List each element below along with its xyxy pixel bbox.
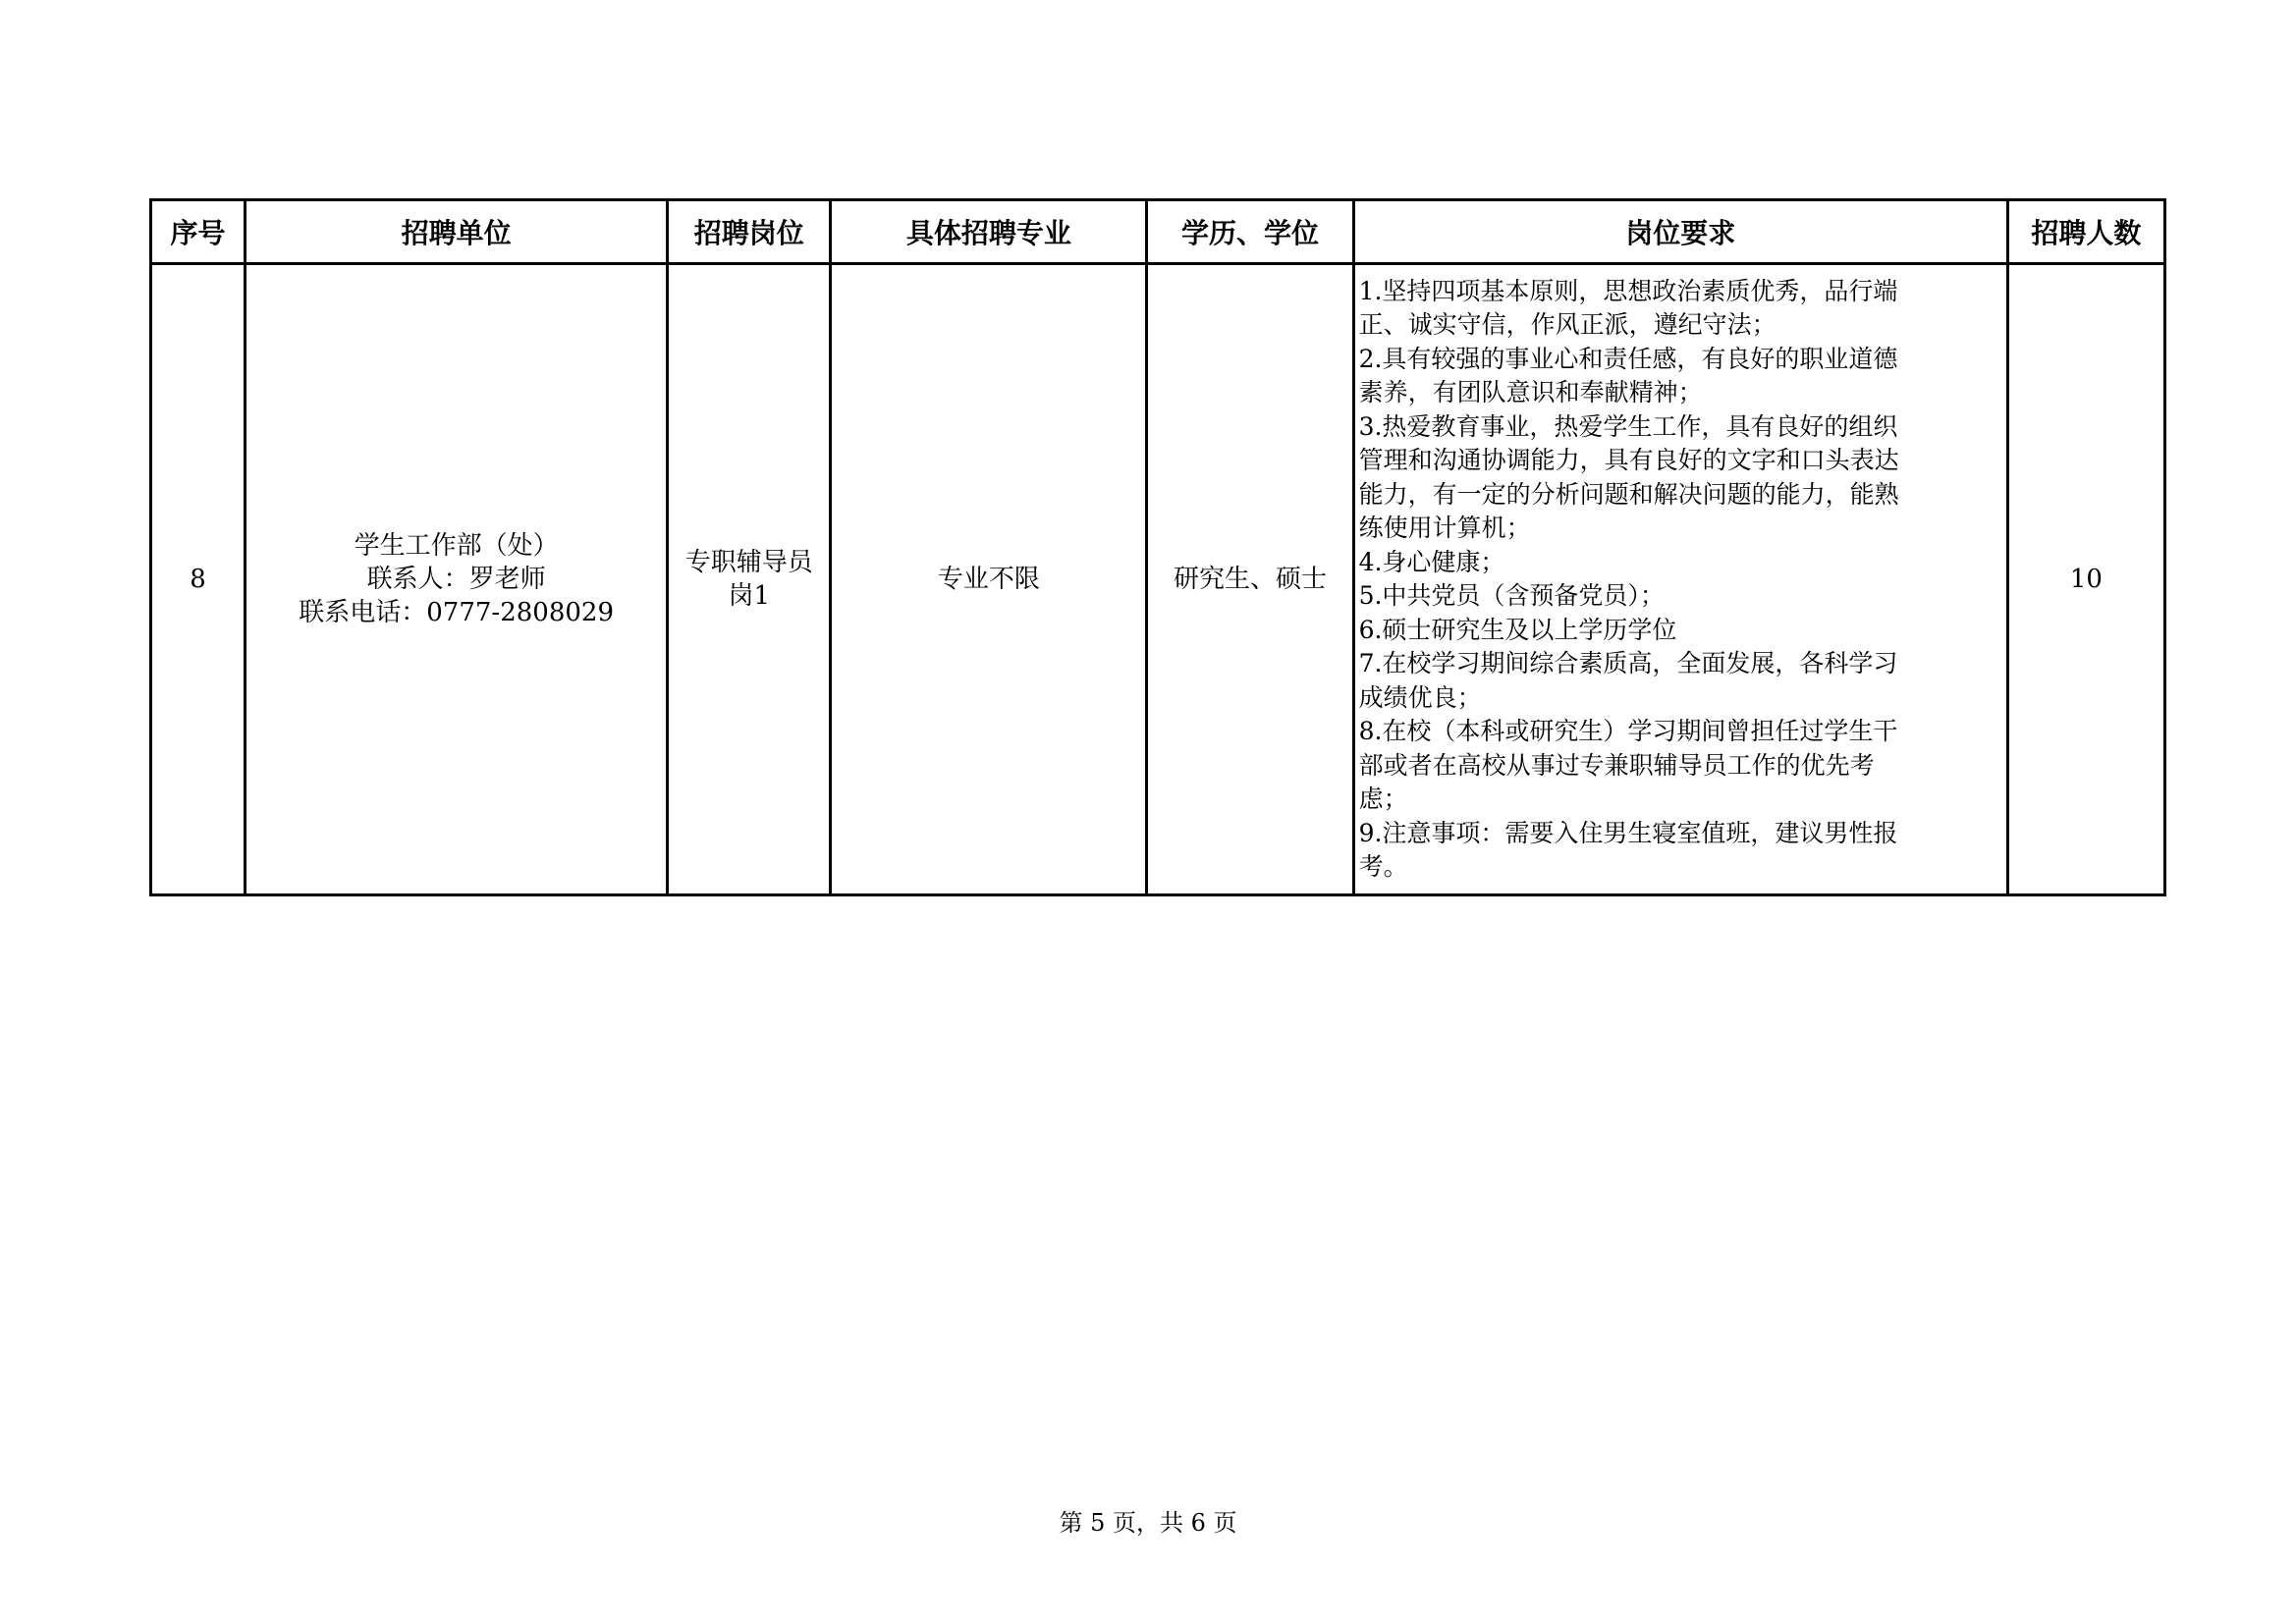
page-number: 第 5 页，共 6 页 xyxy=(1059,1509,1237,1537)
requirement-line: 虑； xyxy=(1358,784,1408,813)
requirement-line: 5.中共党员（含预备党员）； xyxy=(1358,581,1665,610)
recruitment-table xyxy=(149,198,2166,896)
requirement-line: 能力，有一定的分析问题和解决问题的能力，能熟 xyxy=(1358,479,1899,509)
requirement-line: 4.身心健康； xyxy=(1358,547,1505,576)
requirement-line: 6.硕士研究生及以上学历学位 xyxy=(1358,615,1677,644)
requirement-line: 3.热爱教育事业，热爱学生工作，具有良好的组织 xyxy=(1358,411,1898,441)
cell-major: 专业不限 xyxy=(831,264,1147,895)
cell-count: 10 xyxy=(2007,264,2164,895)
cell-requirements xyxy=(1353,264,2007,895)
requirement-line: 素养，有团队意识和奉献精神； xyxy=(1358,378,1703,406)
requirement-line: 练使用计算机； xyxy=(1358,514,1531,542)
requirement-line: 9.注意事项：需要入住男生寝室值班，建议男性报 xyxy=(1358,818,1898,847)
header-count: 招聘人数 xyxy=(2007,200,2164,264)
header-degree: 学历、学位 xyxy=(1147,200,1353,264)
cell-degree: 研究生、硕士 xyxy=(1147,264,1353,895)
requirement-line: 8.在校（本科或研究生）学习期间曾担任过学生干 xyxy=(1358,717,1898,745)
requirement-line: 部或者在高校从事过专兼职辅导员工作的优先考 xyxy=(1358,750,1875,780)
post-line: 岗1 xyxy=(728,581,771,611)
table-header-row xyxy=(151,200,2165,264)
cell-seq: 8 xyxy=(151,264,246,895)
requirement-line: 1.坚持四项基本原则，思想政治素质优秀，品行端 xyxy=(1358,276,1898,305)
header-major: 具体招聘专业 xyxy=(831,200,1147,264)
header-requirements: 岗位要求 xyxy=(1353,200,2007,264)
requirement-line: 7.在校学习期间综合素质高，全面发展，各科学习 xyxy=(1358,649,1898,677)
cell-post xyxy=(668,264,831,895)
requirement-line: 2.具有较强的事业心和责任感，有良好的职业道德 xyxy=(1358,344,1898,373)
unit-name: 学生工作部（处） xyxy=(354,531,559,561)
requirement-line: 正、诚实守信，作风正派，遵纪守法； xyxy=(1358,310,1777,339)
header-seq: 序号 xyxy=(151,200,246,264)
unit-phone: 联系电话：0777-2808029 xyxy=(299,598,614,627)
cell-unit xyxy=(246,264,668,895)
header-post: 招聘岗位 xyxy=(668,200,831,264)
post-line: 专职辅导员 xyxy=(684,548,813,577)
requirement-line: 管理和沟通协调能力，具有良好的文字和口头表达 xyxy=(1358,446,1899,474)
requirement-line: 考。 xyxy=(1358,852,1408,881)
requirement-line: 成绩优良； xyxy=(1358,682,1482,712)
unit-contact: 联系人：罗老师 xyxy=(366,565,546,594)
table-row xyxy=(151,264,2165,895)
header-unit: 招聘单位 xyxy=(246,200,668,264)
